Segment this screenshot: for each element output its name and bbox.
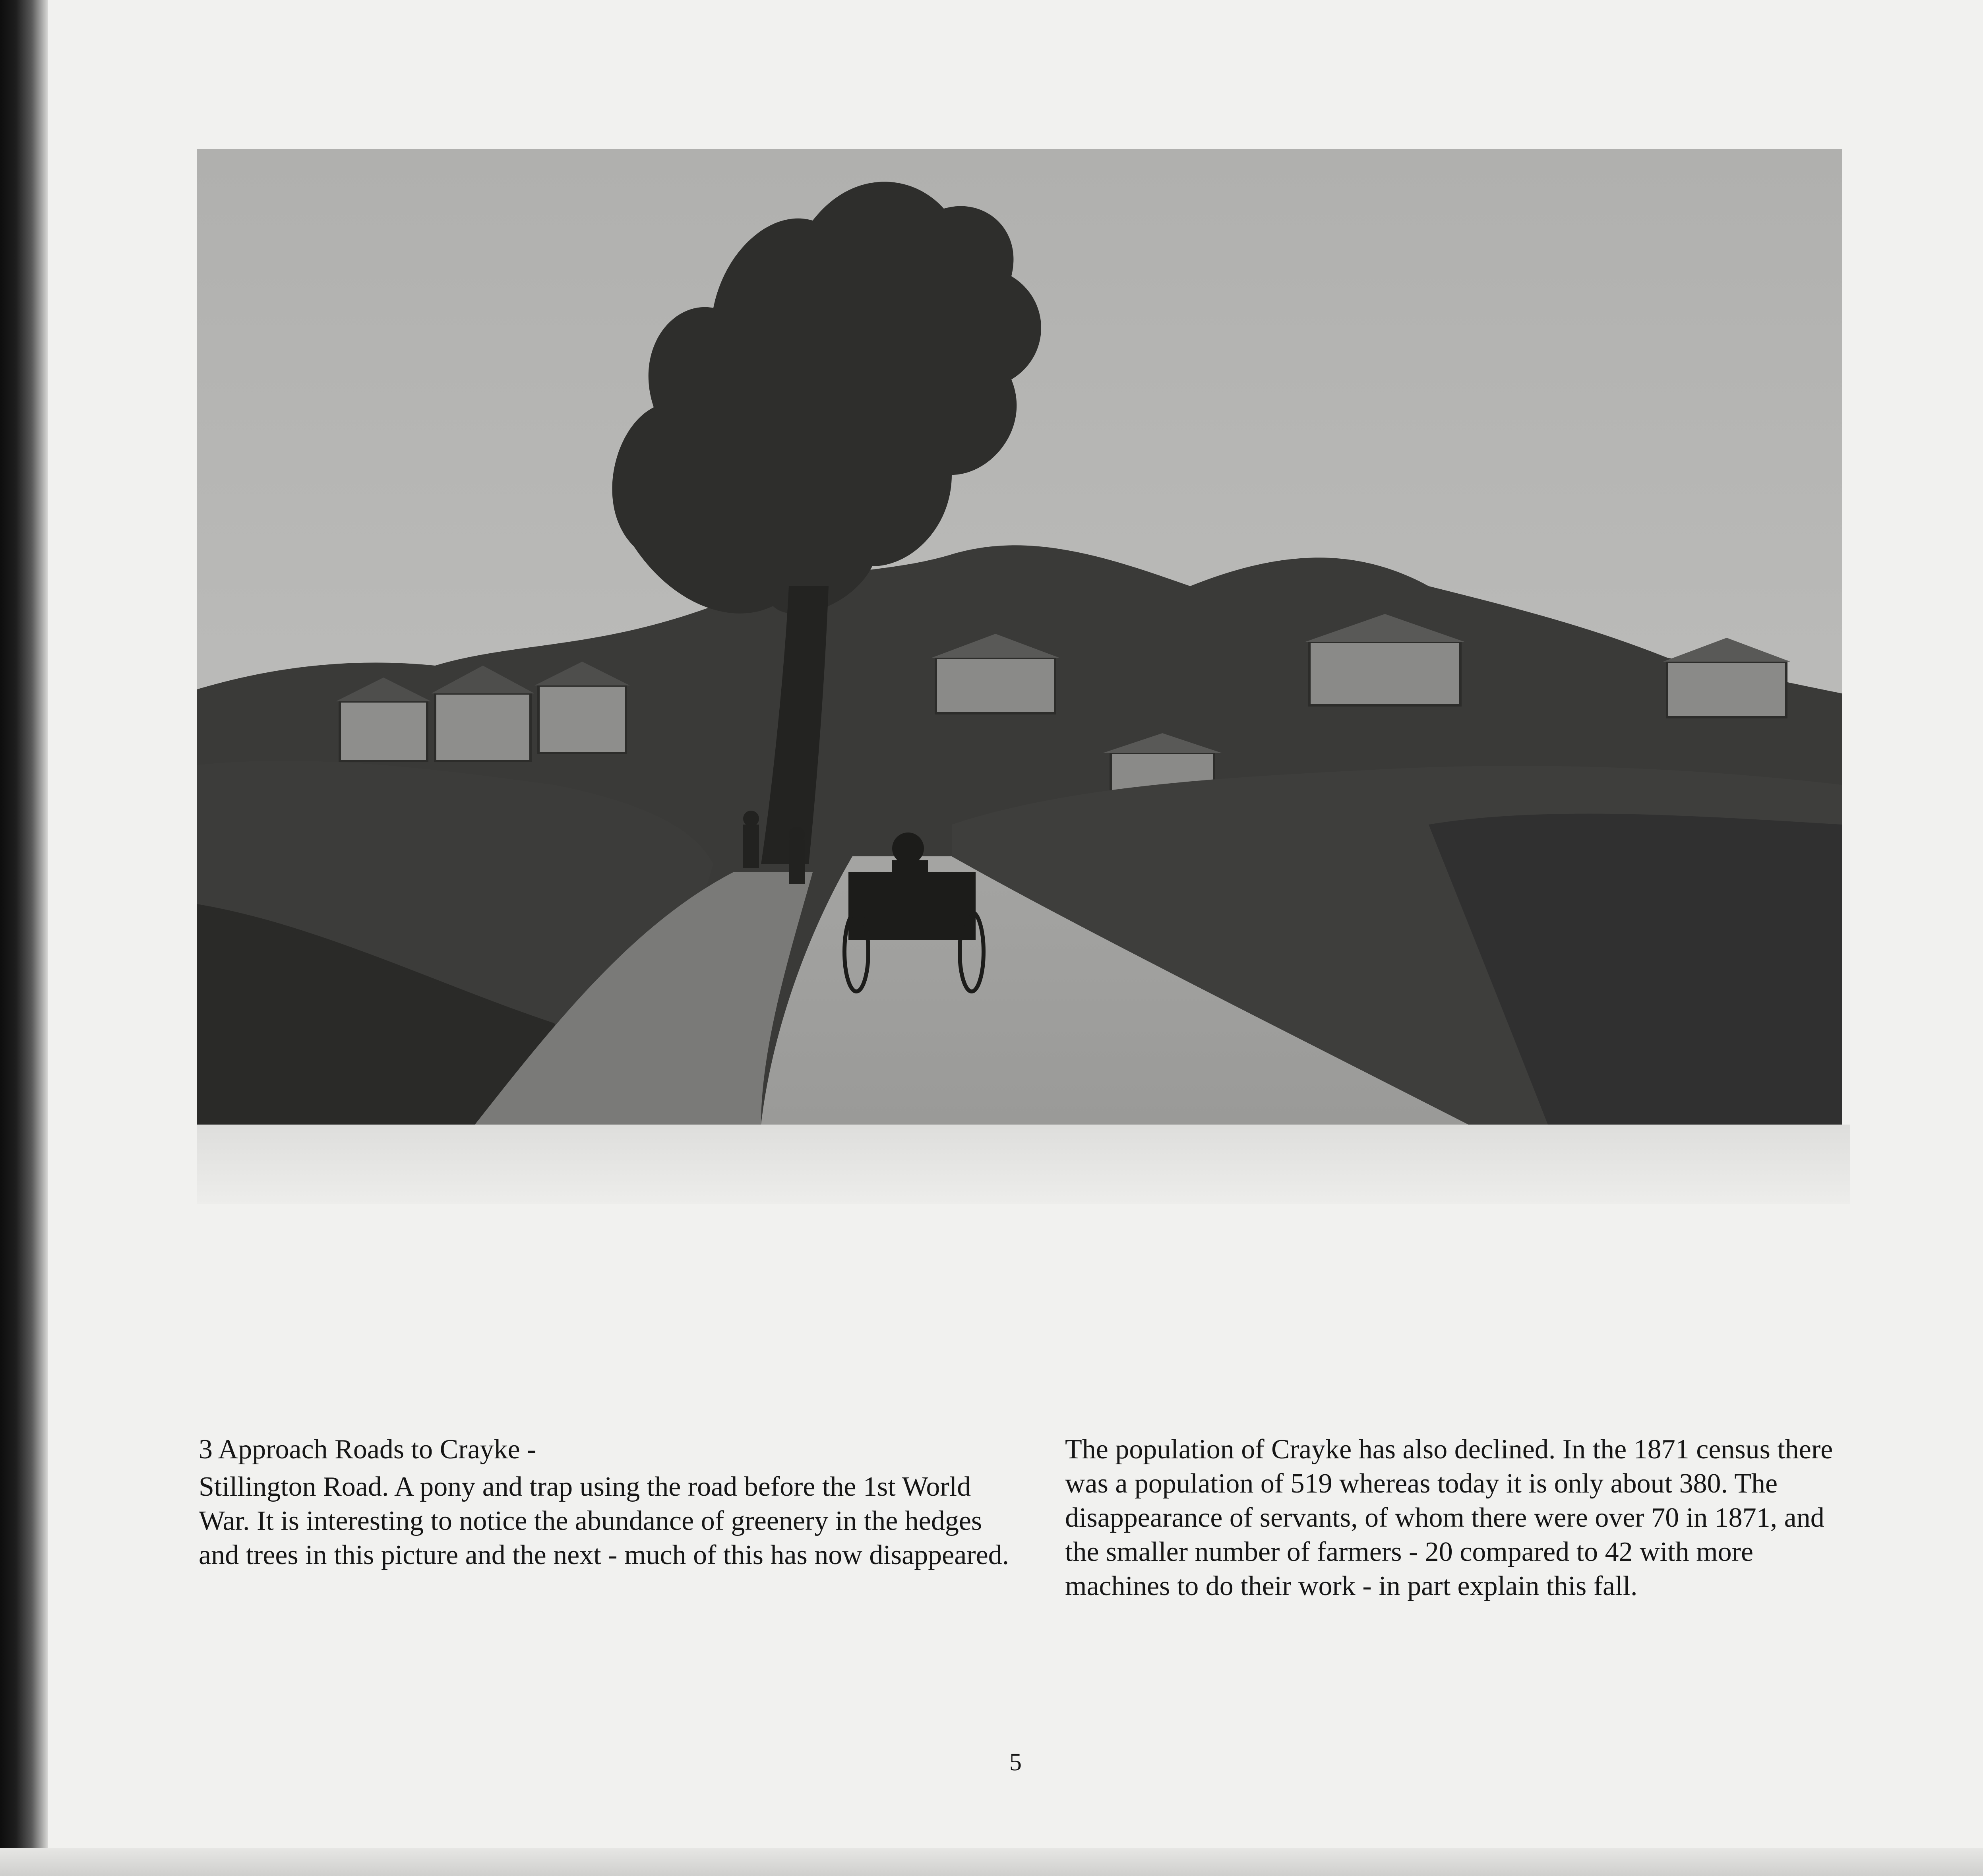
book-binding <box>0 0 48 1876</box>
photograph-stillington-road <box>197 149 1842 1125</box>
page-number: 5 <box>1009 1749 1022 1776</box>
body-paragraph <box>1065 1433 1860 1603</box>
caption-title: 3 Approach Roads to Crayke - <box>199 1434 536 1465</box>
population-text: The population of Crayke has also declined. In the 1871 census there was a population of 519 whereas today it is only about 380. The disappearance of servants, of whom there were over 70 in 1871, and the smaller number of farmers - 20 compared to 42 with more machines to do their work - in part explain this fall. <box>1065 1434 1833 1601</box>
caption-body: Stillington Road. A pony and trap using the road before the 1st World War. It is interesting to notice the abundance of greenery in the hedges and trees in this picture and the next - much of this has now disappeared. <box>199 1471 1009 1570</box>
photo-caption <box>199 1433 1013 1572</box>
page-bottom-edge <box>0 1848 1983 1876</box>
photo-bleed-shadow <box>197 1125 1850 1204</box>
